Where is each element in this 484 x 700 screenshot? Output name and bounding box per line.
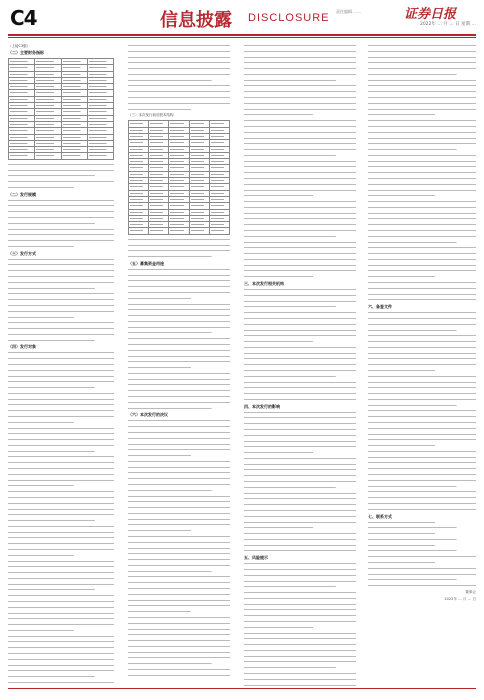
section-title: 信息披露 xyxy=(160,10,232,31)
section-heading: 七、联系方式 xyxy=(368,513,392,519)
header-rule-thin xyxy=(8,37,476,38)
section-heading: （六）本次发行的决议 xyxy=(128,412,168,418)
section-heading: 三、本次发行相关机构 xyxy=(244,281,284,287)
share-structure-table xyxy=(128,120,230,234)
date-line: 2022年 … 月 … 日 星期 … xyxy=(419,22,476,27)
table-caption: （三）本次发行前后股本结构 xyxy=(128,113,174,118)
section-heading: （二）发行规模 xyxy=(8,191,36,197)
signature: 董事会 xyxy=(465,589,476,594)
column-4 xyxy=(368,44,476,686)
table-caption: （上接C3版） xyxy=(8,44,31,48)
section-heading: 六、备查文件 xyxy=(368,304,392,310)
header-rule xyxy=(8,34,476,36)
column-2 xyxy=(128,44,230,686)
sign-date: 2022年 … 月 … 日 xyxy=(444,596,476,601)
newspaper-logo: 证券日报 xyxy=(404,7,457,22)
column-3 xyxy=(244,44,356,686)
section-heading: （五）募集资金用途 xyxy=(128,260,164,266)
table-title: （二）主要财务指标 xyxy=(8,50,44,55)
section-heading: （三）发行方式 xyxy=(8,250,36,256)
section-heading: （四）发行对象 xyxy=(8,344,36,350)
column-1 xyxy=(8,44,114,686)
financial-table xyxy=(8,58,114,160)
page-number: C4 xyxy=(10,6,37,30)
section-heading: 四、本次发行的影响 xyxy=(244,403,280,409)
section-subtitle: DISCLOSURE xyxy=(248,12,330,24)
section-heading: 五、风险提示 xyxy=(244,555,268,561)
footer-rule xyxy=(8,688,476,689)
editor-info: 责任编辑 …… xyxy=(336,9,362,14)
